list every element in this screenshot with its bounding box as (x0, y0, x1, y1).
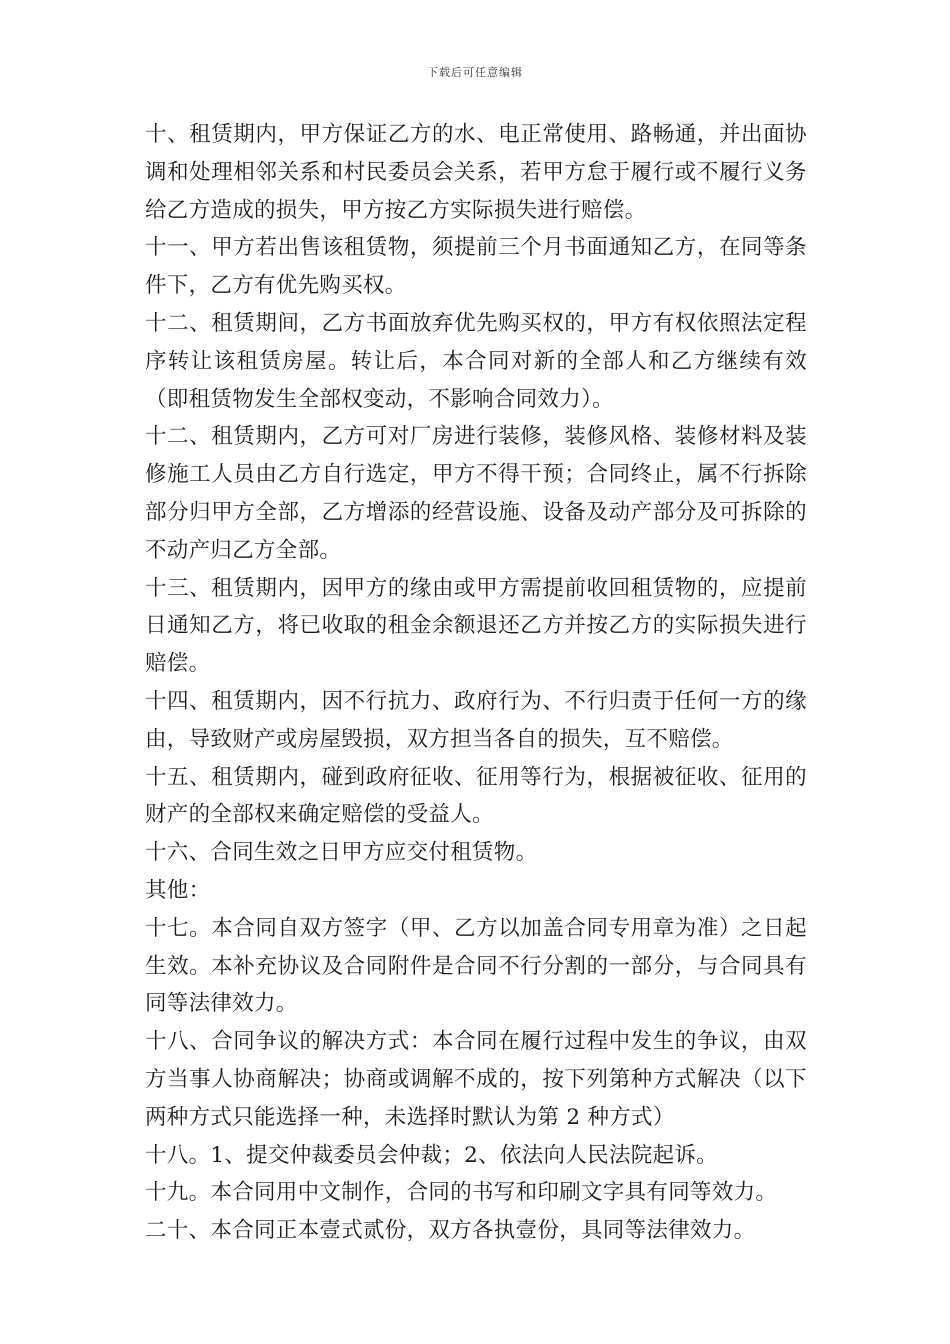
clause-18b: 十八。1、提交仲裁委员会仲裁；2、依法向人民法院起诉。 (145, 1142, 718, 1168)
clause-12a: 十二、租赁期间，乙方书面放弃优先购买权的，甲方有权依照法定程序转让该租赁房屋。转让后，本合同对新的全部人和乙方继续有效（即租赁物发生全部权变动，不影响合同效力）。 (145, 310, 807, 412)
clause-14: 十四、租赁期内，因不行抗力、政府行为、不行归责于任何一方的缘由，导致财产或房屋毁损，双方担当各自的损失，互不赔偿。 (145, 688, 807, 752)
clause-15: 十五、租赁期内，碰到政府征收、征用等行为，根据被征收、征用的财产的全部权来确定赔偿的受益人。 (145, 764, 807, 828)
clause-13: 十三、租赁期内，因甲方的缘由或甲方需提前收回租赁物的，应提前日通知乙方，将已收取的租金余额退还乙方并按乙方的实际损失进行赔偿。 (145, 575, 807, 677)
clause-11: 十一、甲方若出售该租赁物，须提前三个月书面通知乙方，在同等条件下，乙方有优先购买权。 (145, 235, 807, 299)
page-header: 下载后可任意编辑 (427, 66, 523, 79)
clause-20: 二十、本合同正本壹式贰份，双方各执壹份，具同等法律效力。 (145, 1218, 756, 1244)
clause-16: 十六、合同生效之日甲方应交付租赁物。 (145, 840, 538, 866)
clause-12b: 十二、租赁期内，乙方可对厂房进行装修，装修风格、装修材料及装修施工人员由乙方自行选定，甲方不得干预；合同终止，属不行拆除部分归甲方全部，乙方增添的经营设施、设备及动产部分及可拆除的不动产归乙方全部。 (145, 424, 807, 563)
section-other: 其他： (145, 877, 211, 903)
document-body (145, 116, 807, 1250)
clause-18a: 十八、合同争议的解决方式：本合同在履行过程中发生的争议，由双方当事人协商解决；协商或调解不成的，按下列第种方式解决（以下两种方式只能选择一种，未选择时默认为第 2 种方式） (145, 1029, 807, 1130)
clause-17: 十七。本合同自双方签字（甲、乙方以加盖合同专用章为准）之日起生效。本补充协议及合同附件是合同不行分割的一部分，与合同具有同等法律效力。 (145, 915, 807, 1017)
clause-10: 十、租赁期内，甲方保证乙方的水、电正常使用、路畅通，并出面协调和处理相邻关系和村民委员会关系，若甲方怠于履行或不履行义务给乙方造成的损失，甲方按乙方实际损失进行赔偿。 (145, 122, 807, 223)
clause-19: 十九。本合同用中文制作，合同的书写和印刷文字具有同等效力。 (145, 1180, 778, 1206)
